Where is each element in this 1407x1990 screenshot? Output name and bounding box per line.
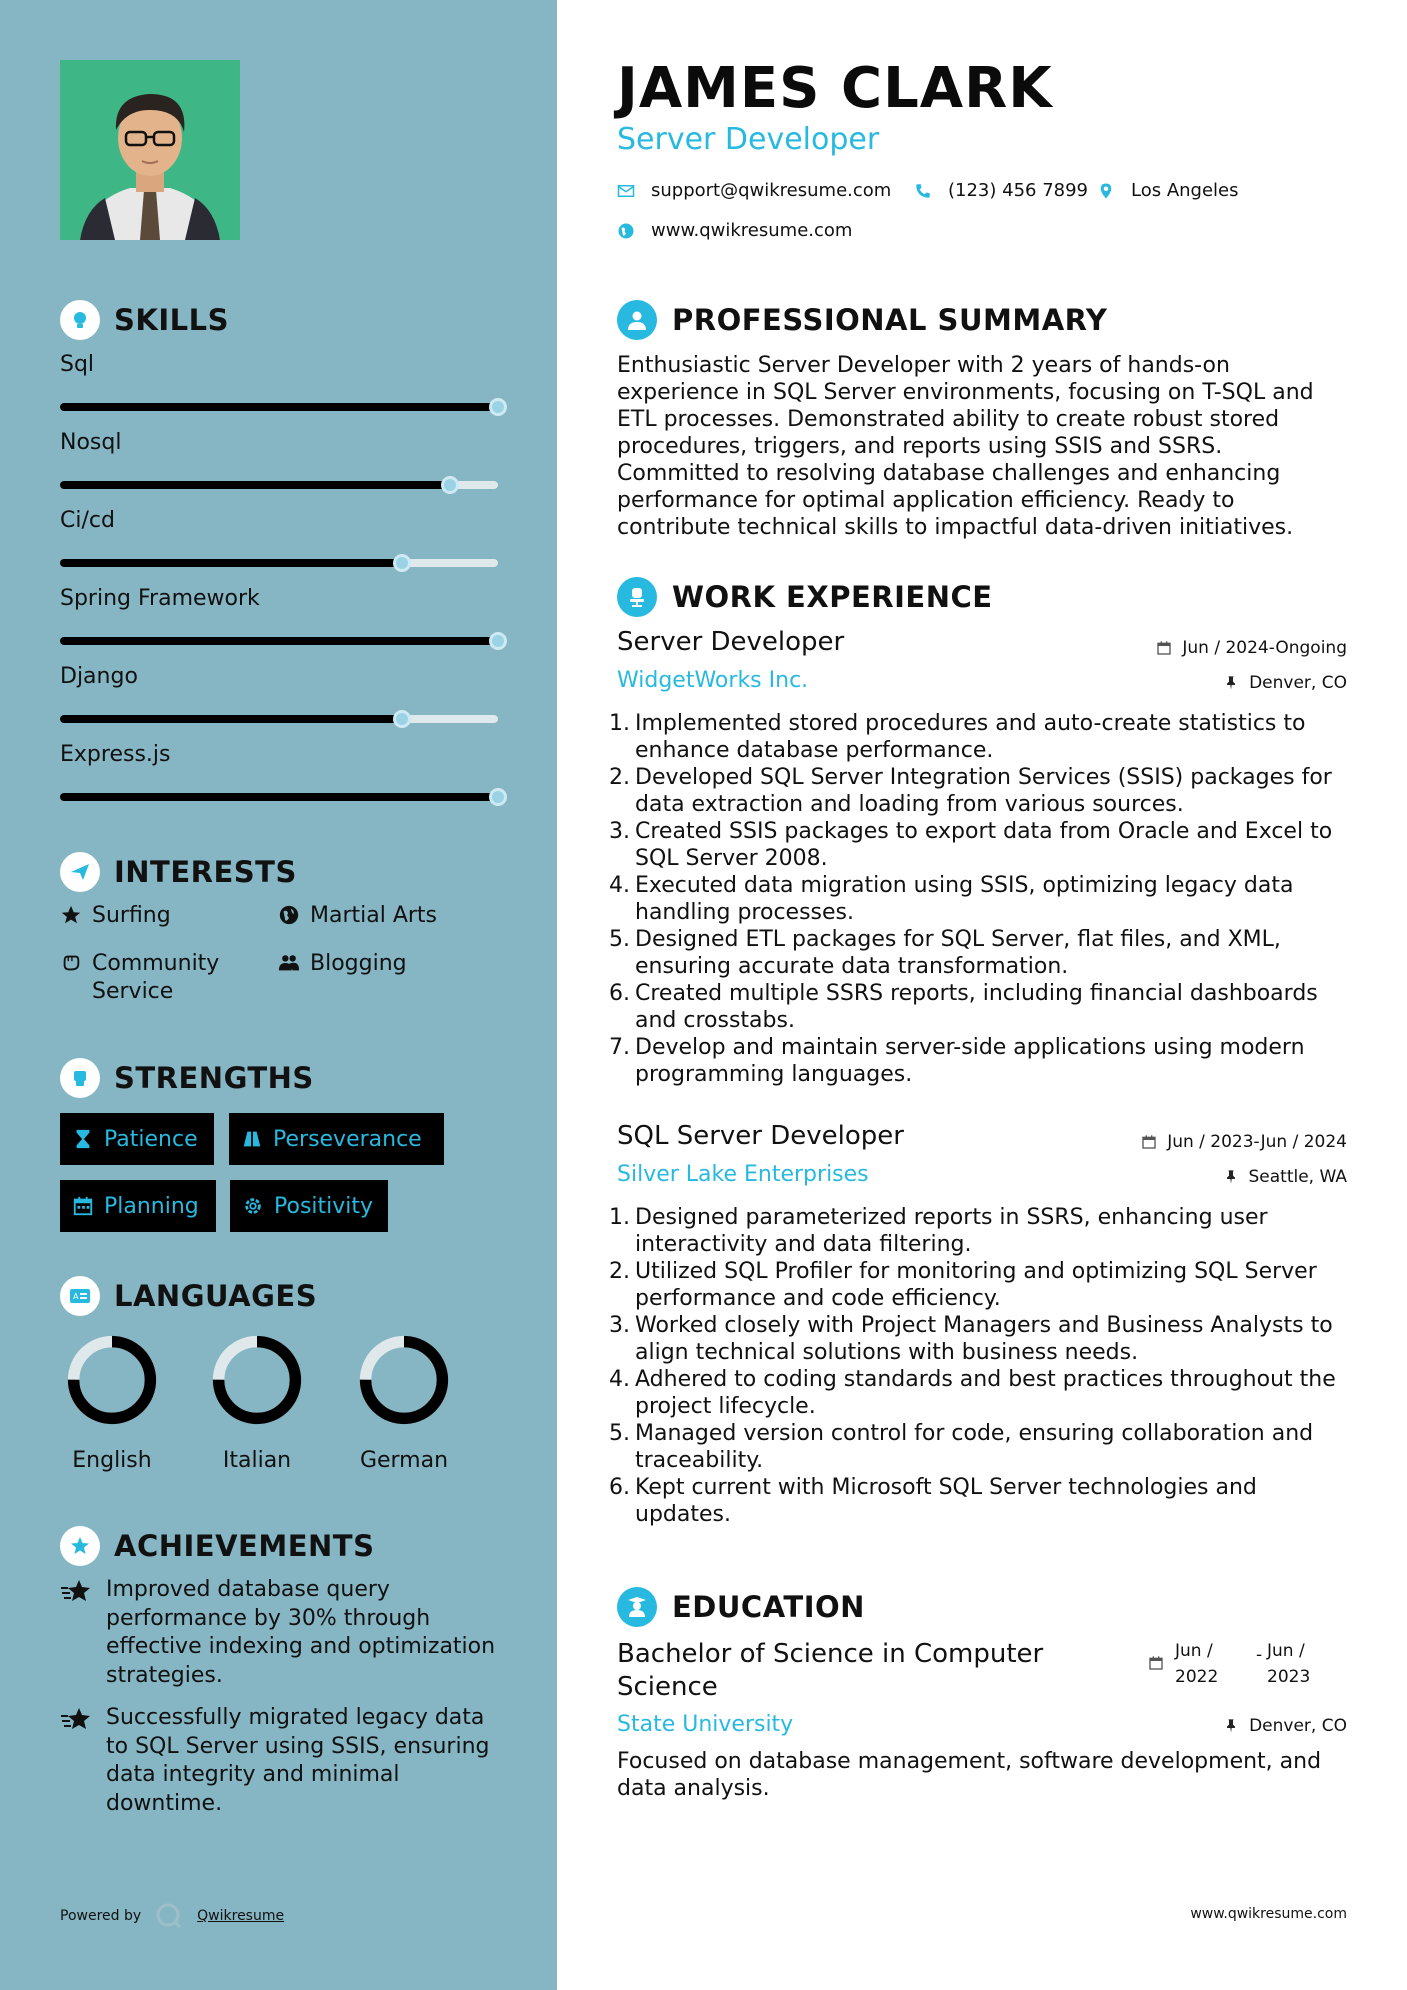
skill-bar-knob [441, 476, 459, 494]
calendar-icon [1141, 1134, 1157, 1150]
interest-item [278, 950, 407, 978]
strengths-heading [60, 1058, 314, 1098]
profile-photo-image [60, 60, 240, 240]
duty-item: Designed parameterized reports in SSRS, enhancing user interactivity and data filtering. [635, 1205, 1268, 1257]
strength-label: Perseverance [273, 1126, 422, 1152]
duty-item: Created multiple SSRS reports, including financial dashboards and crosstabs. [635, 981, 1318, 1033]
contact-location [1097, 180, 1239, 201]
language-item [52, 1332, 172, 1473]
skill-label: Spring Framework [60, 586, 260, 611]
hand-icon [60, 952, 82, 974]
language-label: Italian [222, 1448, 292, 1473]
achievement-text: Improved database query performance by 30% through effective indexing and optimization strategies. [106, 1577, 496, 1688]
language-label: English [72, 1448, 152, 1473]
end-year: 2023 [1267, 1667, 1311, 1687]
skill-bar [60, 715, 498, 723]
school-name: State University [617, 1712, 794, 1737]
strength-label: Patience [104, 1126, 198, 1152]
interest-label: Surfing [92, 903, 171, 928]
skill-label: Sql [60, 352, 95, 377]
strength-badge [229, 1113, 444, 1165]
summary-text: Enthusiastic Server Developer with 2 years of hands-on experience in SQL Server environments, focusing on T-SQL and ETL processes. Demonstrated ability to create robust stored procedures, triggers, and reports using SSIS and SSRS. Committed to resolving database challenges and enhancing performance for optimal application efficiency. Ready to contribute technical skills to impactful data-driven initiatives. [617, 353, 1314, 540]
interests-heading [60, 852, 297, 892]
skill-bar [60, 403, 498, 411]
skill-item [60, 352, 498, 411]
duty-item: Designed ETL packages for SQL Server, flat files, and XML, ensuring accurate data transformation. [635, 927, 1281, 979]
skill-bar-fill [60, 793, 498, 801]
job-dates-text: Jun / 2024-Ongoing [1182, 638, 1347, 658]
job-duties [617, 1204, 1357, 1528]
skill-item [60, 430, 498, 489]
summary-title: PROFESSIONAL SUMMARY [672, 303, 1108, 337]
qwikresume-logo-icon [155, 1902, 183, 1930]
star-badge-icon [60, 1526, 100, 1566]
skill-item [60, 586, 498, 645]
pushpin-icon [1223, 675, 1239, 691]
duty-item: Created SSIS packages to export data from Oracle and Excel to SQL Server 2008. [635, 819, 1333, 871]
skill-bar-knob [489, 398, 507, 416]
language-ring [356, 1332, 452, 1428]
candidate-name: JAMES CLARK [617, 56, 1053, 121]
duty-item: Executed data migration using SSIS, optimizing legacy data handling processes. [635, 873, 1294, 925]
languages-heading [60, 1276, 317, 1316]
calendar-icon [72, 1195, 94, 1217]
paper-plane-icon [60, 852, 100, 892]
job-duties [617, 710, 1357, 1088]
skill-item [60, 664, 498, 723]
education-end-date [1267, 1638, 1310, 1690]
skills-title: SKILLS [114, 303, 229, 337]
fist-icon [60, 1058, 100, 1098]
hourglass-icon [72, 1128, 94, 1150]
skill-bar [60, 793, 498, 801]
skill-bar-fill [60, 559, 402, 567]
languages-title: LANGUAGES [114, 1279, 318, 1313]
education-heading [617, 1587, 865, 1627]
achievements-title: ACHIEVEMENTS [114, 1529, 375, 1563]
binoculars-icon [241, 1128, 263, 1150]
duty-item: Kept current with Microsoft SQL Server technologies and updates. [635, 1475, 1257, 1527]
pushpin-icon [1223, 1169, 1239, 1185]
duty-item: Utilized SQL Profiler for monitoring and optimizing SQL Server performance and code efficiency. [635, 1259, 1317, 1311]
skill-bar-knob [393, 554, 411, 572]
strength-badge [60, 1113, 214, 1165]
strength-label: Planning [104, 1193, 199, 1219]
start-month: Jun / [1175, 1641, 1213, 1661]
duty-item: Implemented stored procedures and auto-create statistics to enhance database performance. [635, 711, 1306, 763]
language-ring [64, 1332, 160, 1428]
job-company: Silver Lake Enterprises [617, 1162, 869, 1187]
shooting-star-icon [60, 1578, 92, 1606]
interests-title: INTERESTS [114, 855, 297, 889]
duty-item: Adhered to coding standards and best practices throughout the project lifecycle. [635, 1367, 1336, 1419]
powered-by-label: Powered by [60, 1908, 142, 1924]
gear-icon [242, 1195, 264, 1217]
star-icon [60, 904, 82, 926]
powered-by [60, 1902, 284, 1930]
strengths-title: STRENGTHS [114, 1061, 314, 1095]
lightbulb-icon [60, 300, 100, 340]
interest-item [60, 950, 260, 1006]
contact-email [617, 180, 891, 201]
skill-bar-knob [393, 710, 411, 728]
job-location-text: Denver, CO [1249, 673, 1347, 693]
website-text: www.qwikresume.com [651, 220, 853, 241]
date-separator: - [1256, 1645, 1263, 1665]
education-title: EDUCATION [672, 1590, 865, 1624]
education-location [1223, 1716, 1347, 1736]
chair-icon [617, 577, 657, 617]
interest-item [60, 902, 171, 930]
skill-bar-fill [60, 481, 450, 489]
skill-bar-knob [489, 788, 507, 806]
skill-bar-fill [60, 715, 402, 723]
job-dates [1156, 638, 1347, 658]
job-location [1223, 1167, 1348, 1187]
job-company: WidgetWorks Inc. [617, 668, 809, 693]
email-text: support@qwikresume.com [651, 180, 892, 201]
phone-icon [914, 182, 932, 200]
skill-label: Django [60, 664, 138, 689]
job-location-text: Seattle, WA [1248, 1167, 1347, 1187]
map-pin-icon [1097, 182, 1115, 200]
achievement-item [60, 1704, 500, 1818]
experience-heading [617, 577, 993, 617]
skill-item [60, 508, 498, 567]
contact-phone [914, 180, 1088, 201]
user-icon [617, 300, 657, 340]
users-icon [278, 952, 300, 974]
interest-label: Community Service [92, 951, 220, 1004]
calendar-icon [1148, 1655, 1164, 1671]
skills-heading [60, 300, 229, 340]
main-content [557, 0, 1407, 1990]
interest-item [278, 902, 437, 930]
profile-photo [60, 60, 240, 240]
graduate-icon [617, 1587, 657, 1627]
achievement-item [60, 1576, 500, 1690]
interest-label: Blogging [310, 951, 407, 976]
globe-icon [617, 222, 635, 240]
qwikresume-link[interactable]: Qwikresume [197, 1908, 285, 1924]
job-title: Server Developer [617, 627, 845, 657]
language-label: German [359, 1448, 449, 1473]
duty-item: Managed version control for code, ensuring collaboration and traceability. [635, 1421, 1314, 1473]
language-ring [209, 1332, 305, 1428]
phone-text: (123) 456 7899 [948, 180, 1089, 201]
achievement-text: Successfully migrated legacy data to SQL Server using SSIS, ensuring data integrity and minimal downtime. [106, 1705, 490, 1816]
degree-title: Bachelor of Science in Computer Science [617, 1639, 1044, 1702]
globe-icon [278, 904, 300, 926]
skill-bar-fill [60, 403, 498, 411]
contact-website [617, 220, 852, 241]
summary-heading [617, 300, 1107, 340]
education-location-text: Denver, CO [1249, 1716, 1347, 1736]
education-description: Focused on database management, software development, and data analysis. [617, 1749, 1322, 1801]
end-month: Jun / [1267, 1641, 1305, 1661]
language-item [344, 1332, 464, 1473]
job-location [1223, 673, 1347, 693]
skill-label: Nosql [60, 430, 122, 455]
duty-item: Develop and maintain server-side applications using modern programming languages. [635, 1035, 1305, 1087]
duty-item: Worked closely with Project Managers and Business Analysts to align technical solutions with business needs. [635, 1313, 1333, 1365]
envelope-icon [617, 182, 635, 200]
location-text: Los Angeles [1131, 180, 1239, 201]
interest-label: Martial Arts [310, 903, 438, 928]
duty-item: Developed SQL Server Integration Services (SSIS) packages for data extraction and loading from various sources. [635, 765, 1332, 817]
strength-label: Positivity [274, 1193, 374, 1219]
shooting-star-icon [60, 1706, 92, 1734]
job-title: SQL Server Developer [617, 1121, 904, 1151]
strength-badge [230, 1180, 388, 1232]
strength-badge [60, 1180, 216, 1232]
education-start-date [1175, 1638, 1218, 1690]
skill-label: Express.js [60, 742, 171, 767]
language-item [197, 1332, 317, 1473]
experience-title: WORK EXPERIENCE [672, 580, 993, 614]
start-year: 2022 [1175, 1667, 1219, 1687]
skill-bar-knob [489, 632, 507, 650]
skill-bar [60, 559, 498, 567]
job-dates-text: Jun / 2023-Jun / 2024 [1167, 1132, 1347, 1152]
skill-bar-fill [60, 637, 498, 645]
language-card-icon [60, 1276, 100, 1316]
sidebar [0, 0, 557, 1990]
skill-item [60, 742, 498, 801]
achievements-heading [60, 1526, 374, 1566]
candidate-role: Server Developer [617, 122, 880, 157]
calendar-icon [1156, 640, 1172, 656]
pushpin-icon [1223, 1718, 1239, 1734]
skill-bar [60, 481, 498, 489]
skill-bar [60, 637, 498, 645]
skill-label: Ci/cd [60, 508, 115, 533]
svg-text:A: A [73, 1292, 79, 1301]
footer-url[interactable]: www.qwikresume.com [1190, 1906, 1347, 1922]
job-dates [1141, 1132, 1347, 1152]
